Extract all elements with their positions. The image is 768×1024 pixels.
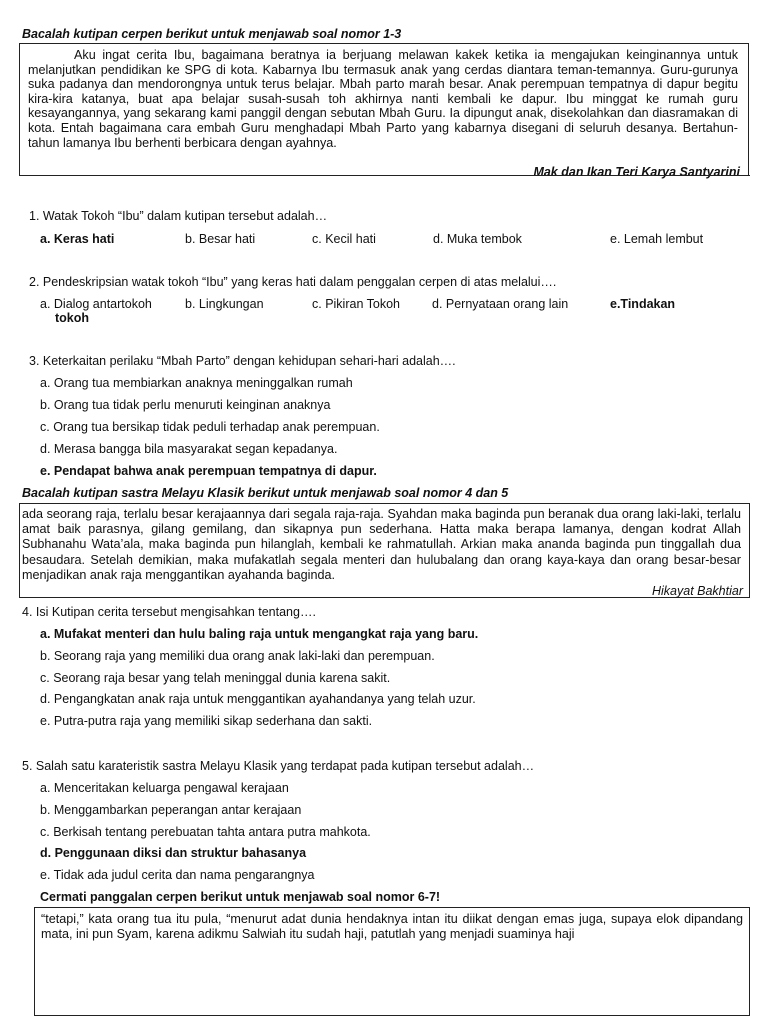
section2-source: Hikayat Bakhtiar (651, 584, 743, 598)
q3-option-b[interactable]: b. Orang tua tidak perlu menuruti keinginan anaknya (40, 398, 331, 412)
q5-option-b[interactable]: b. Menggambarkan peperangan antar kerajaan (40, 802, 302, 817)
q2-option-c[interactable]: c. Pikiran Tokoh (312, 297, 401, 311)
q3-option-d[interactable]: d. Merasa bangga bila masyarakat segan kepadanya. (40, 442, 338, 456)
q4-option-a[interactable]: a. Mufakat menteri dan hulu baling raja untuk mengangkat raja yang baru. (40, 627, 479, 641)
q5-option-d[interactable]: d. Penggunaan diksi dan struktur bahasanya (40, 846, 307, 861)
q4-options (40, 627, 478, 736)
q4-option-b[interactable]: b. Seorang raja yang memiliki dua orang anak laki-laki dan perempuan. (40, 648, 435, 663)
section1-passage: Aku ingat cerita Ibu, bagaimana beratnya ia berjuang melawan kakek ketika ia mengajukan keinginannya untuk melanjutkan pendidikan ke SPG di kota. Kabarnya Ibu termasuk anak yang cerdas diantara teman-temannya. Guru-gurunya suka padanya dan mendorongnya untuk terus belajar. Mbah parto marah besar. Anak perempuan tempatnya di dapur begitu kira-kira katanya, buat apa belajar susah-susah toh akhirnya nanti kembali ke dapur. Ibu minggat ke rumah guru kesayangannya, yang sekarang kami panggil dengan sebutan Mbah Guru. Ia dipungut anak, disekolahkan dan diasramakan di kota. Entah bagaimana cara embah Guru menghadapi Mbah Parto yang kabarnya disegani di seluruh desanya. Bertahun-tahun lamanya Ibu berhenti berbicara dengan ayahnya. (28, 48, 738, 150)
q1-option-c[interactable]: c. Kecil hati (312, 232, 376, 246)
q4-option-e[interactable]: e. Putra-putra raja yang memiliki sikap sederhana dan sakti. (40, 714, 373, 729)
q5-option-a[interactable]: a. Menceritakan keluarga pengawal kerajaan (40, 781, 289, 795)
q5-option-c[interactable]: c. Berkisah tentang perebuatan tahta antara putra mahkota. (40, 824, 371, 839)
q4-option-d[interactable]: d. Pengangkatan anak raja untuk menggantikan ayahandanya yang telah uzur. (40, 692, 476, 707)
q1-option-b[interactable]: b. Besar hati (185, 232, 256, 246)
q4-option-c[interactable]: c. Seorang raja besar yang telah meninggal dunia karena sakit. (40, 670, 391, 685)
q3-text: 3. Keterkaitan perilaku “Mbah Parto” dengan kehidupan sehari-hari adalah…. (29, 354, 456, 368)
section3-instruction: Cermati panggalan cerpen berikut untuk menjawab soal nomor 6-7! (40, 890, 441, 904)
q4-text: 4. Isi Kutipan cerita tersebut mengisahkan tentang…. (22, 605, 316, 619)
section1-instruction: Bacalah kutipan cerpen berikut untuk menjawab soal nomor 1-3 (22, 27, 402, 41)
q3-option-e[interactable]: e. Pendapat bahwa anak perempuan tempatnya di dapur. (40, 464, 377, 478)
q3-option-a[interactable]: a. Orang tua membiarkan anaknya meninggalkan rumah (40, 376, 353, 390)
q3-options (40, 376, 380, 486)
q1-text: 1. Watak Tokoh “Ibu” dalam kutipan tersebut adalah… (29, 209, 328, 223)
q3-option-c[interactable]: c. Orang tua bersikap tidak peduli terhadap anak perempuan. (40, 420, 380, 434)
section2-passage-box (19, 503, 750, 598)
section2-passage: ada seorang raja, terlalu besar kerajaannya dari segala raja-raja. Syahdan maka baginda pun beranak dua orang laki-laki, terlalu amat baik parasnya, gilang gemilang, dan sikapnya pun sederhana. Hatta maka berapa lamanya, dengan kodrat Allah Subhanahu Wata’ala, maka baginda pun hilanglah, kembali ke rahmatullah. Arkian maka ananda baginda pun tinggallah dua besaudara. Setelah demikian, maka mufakatlah segala menteri dan hulubalang dan orang kaya-kaya dan orang besar-besar menjadikan anak raja menggantikan ayahanda baginda. (22, 507, 741, 582)
section3-passage: “tetapi,” kata orang tua itu pula, “menurut adat dunia hendaknya intan itu diikat dengan emas juga, supaya elok dipandang mata, ini pun Syam, karena adikmu Salwiah itu sudah haji, patutlah yang menjadi suaminya haji (41, 912, 743, 942)
q5-option-e[interactable]: e. Tidak ada judul cerita dan nama pengarangnya (40, 868, 315, 883)
section1-box-bottom-rule (19, 175, 750, 176)
q2-option-a[interactable]: a. Dialog antartokoh (40, 297, 152, 311)
section3-passage-box (34, 907, 750, 1016)
section2-instruction: Bacalah kutipan sastra Melayu Klasik berikut untuk menjawab soal nomor 4 dan 5 (22, 486, 509, 500)
q2-option-d[interactable]: d. Pernyataan orang lain (432, 297, 569, 311)
q2-text: 2. Pendeskripsian watak tokoh “Ibu” yang keras hati dalam penggalan cerpen di atas melalui…. (29, 275, 557, 289)
section1-source: Mak dan Ikan Teri Karya Santyarini (533, 165, 740, 179)
q1-option-e[interactable]: e. Lemah lembut (610, 232, 704, 246)
q5-text: 5. Salah satu karateristik sastra Melayu Klasik yang terdapat pada kutipan tersebut adalah… (22, 759, 535, 773)
q5-options (40, 781, 371, 890)
q1-option-d[interactable]: d. Muka tembok (433, 232, 522, 246)
section1-passage-box (19, 43, 749, 179)
q2-option-e-continued: tokoh (55, 311, 90, 325)
q2-option-b[interactable]: b. Lingkungan (185, 297, 264, 311)
q2-option-e[interactable]: e.Tindakan (610, 297, 676, 311)
q1-option-a[interactable]: a. Keras hati (40, 232, 115, 246)
